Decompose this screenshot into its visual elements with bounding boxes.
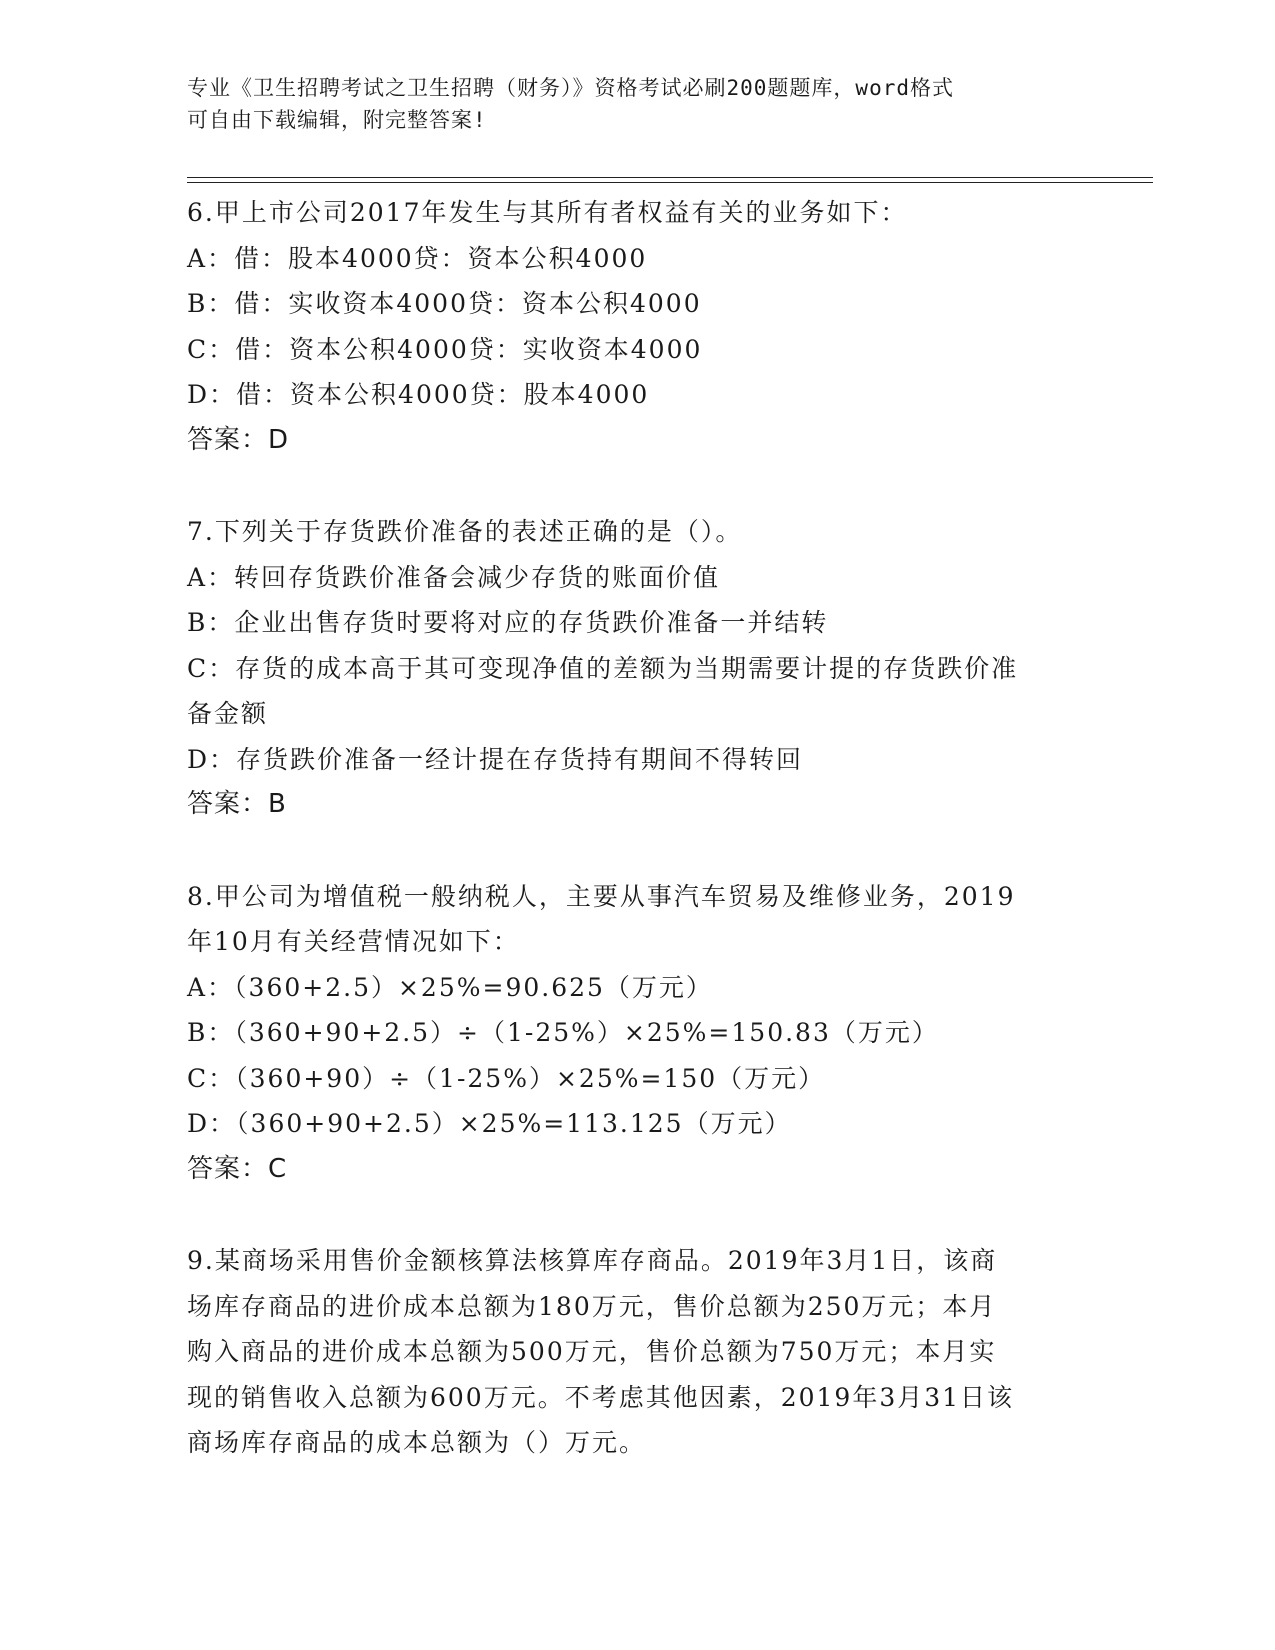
- option-c-line-1: C：存货的成本高于其可变现净值的差额为当期需要计提的存货跌价准: [187, 653, 1019, 683]
- option-a: A：（360+2.5）×25%=90.625（万元）: [187, 972, 713, 1002]
- question-stem-line-1: 9.某商场采用售价金额核算法核算库存商品。2019年3月1日，该商: [187, 1246, 998, 1275]
- question-stem: [187, 1238, 1087, 1466]
- question-stem: [187, 874, 1087, 965]
- option-a: A：转回存货跌价准备会减少存货的账面价值: [187, 562, 721, 592]
- question-stem-line-4: 现的销售收入总额为600万元。不考虑其他因素，2019年3月31日该: [187, 1382, 1015, 1412]
- option-d: D：（360+90+2.5）×25%=113.125（万元）: [187, 1109, 792, 1138]
- header-line-1: 专业《卫生招聘考试之卫生招聘（财务）》资格考试必刷200题题库，word格式: [187, 76, 954, 100]
- question-stem-line-5: 商场库存商品的成本总额为（）万元。: [187, 1428, 647, 1457]
- question-stem: 6.甲上市公司2017年发生与其所有者权益有关的业务如下：: [187, 198, 908, 227]
- question-9: [187, 1238, 1087, 1466]
- question-stem: 7.下列关于存货跌价准备的表述正确的是（）。: [187, 517, 743, 546]
- answer: 答案：D: [187, 424, 290, 455]
- option-c: C：（360+90）÷（1-25%）×25%=150（万元）: [187, 1063, 826, 1093]
- header-divider-bottom: [187, 182, 1153, 183]
- option-c-line-2: 备金额: [187, 699, 269, 728]
- question-6: [187, 190, 1087, 463]
- question-8: [187, 874, 1087, 1193]
- question-stem-line-2: 年10月有关经营情况如下：: [187, 927, 520, 956]
- option-b: B：企业出售存货时要将对应的存货跌价准备一并结转: [187, 608, 829, 637]
- question-7: [187, 509, 1087, 828]
- answer: 答案：B: [187, 789, 287, 819]
- document-header: [187, 72, 1067, 136]
- option-c: C：借：资本公积4000贷：实收资本4000: [187, 334, 703, 364]
- header-line-2: 可自由下载编辑，附完整答案!: [187, 108, 487, 132]
- header-divider-top: [187, 177, 1153, 178]
- question-stem-line-1: 8.甲公司为增值税一般纳税人，主要从事汽车贸易及维修业务，2019: [187, 881, 1016, 911]
- question-stem-line-3: 购入商品的进价成本总额为500万元，售价总额为750万元；本月实: [187, 1337, 997, 1366]
- option-b: B：（360+90+2.5）÷（1-25%）×25%=150.83（万元）: [187, 1018, 939, 1047]
- question-stem-line-2: 场库存商品的进价成本总额为180万元，售价总额为250万元；本月: [187, 1291, 997, 1321]
- option-d: D：存货跌价准备一经计提在存货持有期间不得转回: [187, 744, 804, 774]
- option-a: A：借：股本4000贷：资本公积4000: [187, 243, 648, 273]
- option-b: B：借：实收资本4000贷：资本公积4000: [187, 289, 702, 318]
- question-list: [187, 190, 1087, 1512]
- option-c: [187, 646, 1087, 737]
- answer: 答案：C: [187, 1153, 288, 1184]
- option-d: D：借：资本公积4000贷：股本4000: [187, 380, 650, 409]
